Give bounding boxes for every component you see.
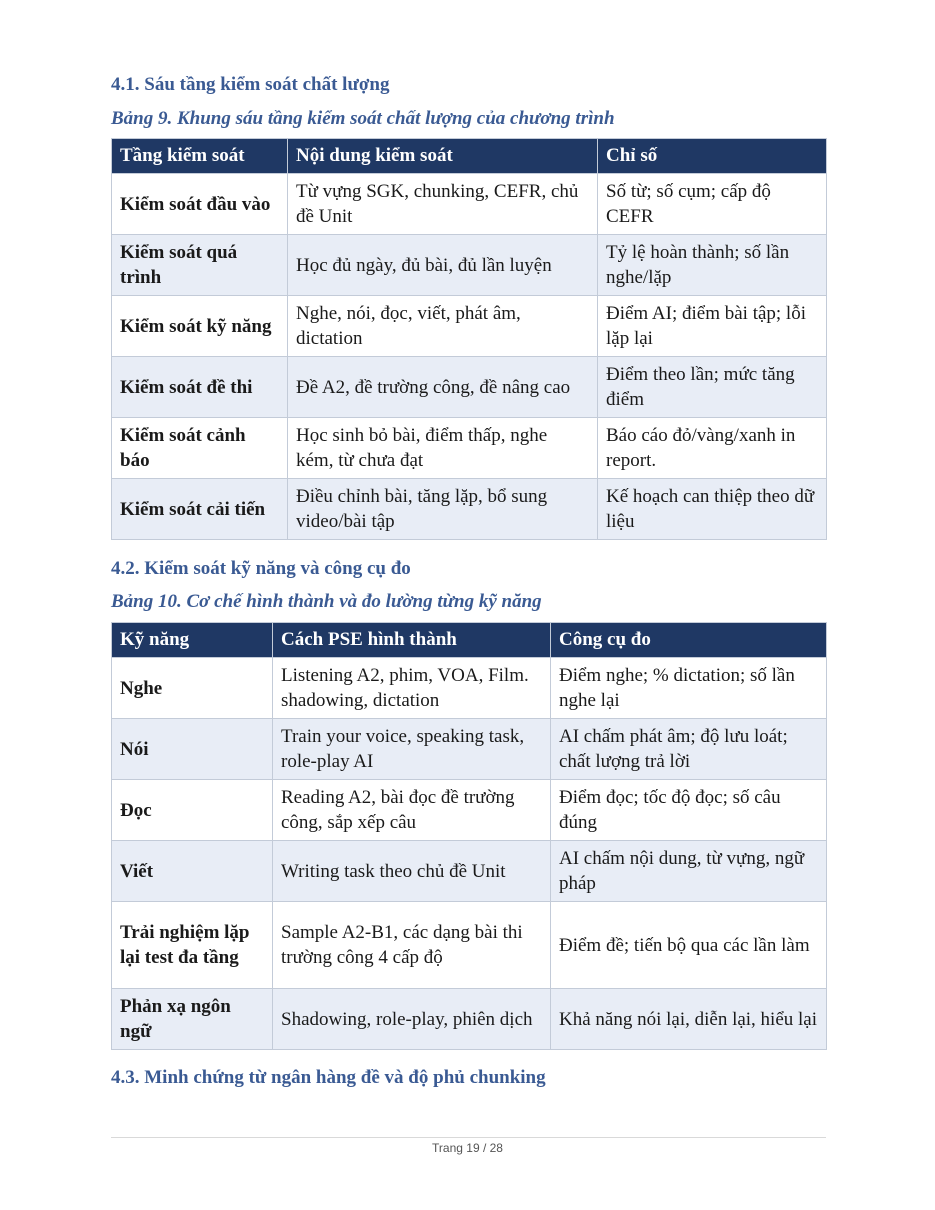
footer-divider	[111, 1137, 826, 1138]
row-label: Kiểm soát quá trình	[112, 235, 288, 296]
header-cell: Công cụ đo	[551, 623, 827, 658]
row-label: Kiểm soát đầu vào	[112, 174, 288, 235]
row-label: Đọc	[112, 780, 273, 841]
table-cell: Học đủ ngày, đủ bài, đủ lần luyện	[288, 235, 598, 296]
table-10-caption: Bảng 10. Cơ chế hình thành và đo lường từng kỹ năng	[111, 591, 542, 612]
table-row	[112, 719, 827, 780]
table-cell: Kế hoạch can thiệp theo dữ liệu	[598, 479, 827, 540]
table-cell: AI chấm nội dung, từ vựng, ngữ pháp	[551, 841, 827, 902]
table-cell: Học sinh bỏ bài, điểm thấp, nghe kém, từ chưa đạt	[288, 418, 598, 479]
section-heading-4-2: 4.2. Kiểm soát kỹ năng và công cụ đo	[111, 558, 411, 579]
row-label: Nghe	[112, 658, 273, 719]
table-cell: Train your voice, speaking task, role-play AI	[273, 719, 551, 780]
row-label: Nói	[112, 719, 273, 780]
table-row	[112, 296, 827, 357]
section-heading-4-3: 4.3. Minh chứng từ ngân hàng đề và độ phủ chunking	[111, 1067, 546, 1088]
table-row	[112, 902, 827, 989]
table-cell: Báo cáo đỏ/vàng/xanh in report.	[598, 418, 827, 479]
table-row	[112, 841, 827, 902]
table-cell: Tỷ lệ hoàn thành; số lần nghe/lặp	[598, 235, 827, 296]
table-row	[112, 174, 827, 235]
table-cell: Writing task theo chủ đề Unit	[273, 841, 551, 902]
row-label: Kiểm soát đề thi	[112, 357, 288, 418]
table-cell: Shadowing, role-play, phiên dịch	[273, 989, 551, 1050]
table-cell: Điều chỉnh bài, tăng lặp, bổ sung video/bài tập	[288, 479, 598, 540]
table-cell: Sample A2-B1, các dạng bài thi trường công 4 cấp độ	[273, 902, 551, 989]
table-cell: Reading A2, bài đọc đề trường công, sắp xếp câu	[273, 780, 551, 841]
table-cell: Listening A2, phim, VOA, Film. shadowing, dictation	[273, 658, 551, 719]
header-cell: Cách PSE hình thành	[273, 623, 551, 658]
table-header-row	[112, 139, 827, 174]
row-label: Kiểm soát kỹ năng	[112, 296, 288, 357]
page-number: Trang 19 / 28	[432, 1141, 503, 1155]
table-row	[112, 989, 827, 1050]
table-row	[112, 235, 827, 296]
table-cell: Đề A2, đề trường công, đề nâng cao	[288, 357, 598, 418]
row-label: Kiểm soát cảnh báo	[112, 418, 288, 479]
row-label: Phản xạ ngôn ngữ	[112, 989, 273, 1050]
table-row	[112, 780, 827, 841]
table-cell: Điểm theo lần; mức tăng điểm	[598, 357, 827, 418]
header-cell: Nội dung kiểm soát	[288, 139, 598, 174]
table-cell: Điểm nghe; % dictation; số lần nghe lại	[551, 658, 827, 719]
table-cell: Số từ; số cụm; cấp độ CEFR	[598, 174, 827, 235]
table-9-caption: Bảng 9. Khung sáu tầng kiểm soát chất lượng của chương trình	[111, 108, 615, 129]
row-label: Viết	[112, 841, 273, 902]
row-label: Trải nghiệm lặp lại test đa tầng	[112, 902, 273, 989]
table-cell: Từ vựng SGK, chunking, CEFR, chủ đề Unit	[288, 174, 598, 235]
table-row	[112, 418, 827, 479]
table-cell: Điểm đọc; tốc độ đọc; số câu đúng	[551, 780, 827, 841]
section-heading-4-1: 4.1. Sáu tầng kiểm soát chất lượng	[111, 74, 390, 95]
table-header-row	[112, 623, 827, 658]
table-row	[112, 479, 827, 540]
table-row	[112, 658, 827, 719]
header-cell: Kỹ năng	[112, 623, 273, 658]
table-cell: Nghe, nói, đọc, viết, phát âm, dictation	[288, 296, 598, 357]
table-cell: Điểm đề; tiến bộ qua các lần làm	[551, 902, 827, 989]
table-10-skill-measurement	[111, 622, 827, 1050]
table-row	[112, 357, 827, 418]
table-cell: Khả năng nói lại, diễn lại, hiểu lại	[551, 989, 827, 1050]
table-cell: Điểm AI; điểm bài tập; lỗi lặp lại	[598, 296, 827, 357]
table-cell: AI chấm phát âm; độ lưu loát; chất lượng trả lời	[551, 719, 827, 780]
row-label: Kiểm soát cải tiến	[112, 479, 288, 540]
header-cell: Chỉ số	[598, 139, 827, 174]
table-9-quality-control	[111, 138, 827, 540]
header-cell: Tầng kiểm soát	[112, 139, 288, 174]
